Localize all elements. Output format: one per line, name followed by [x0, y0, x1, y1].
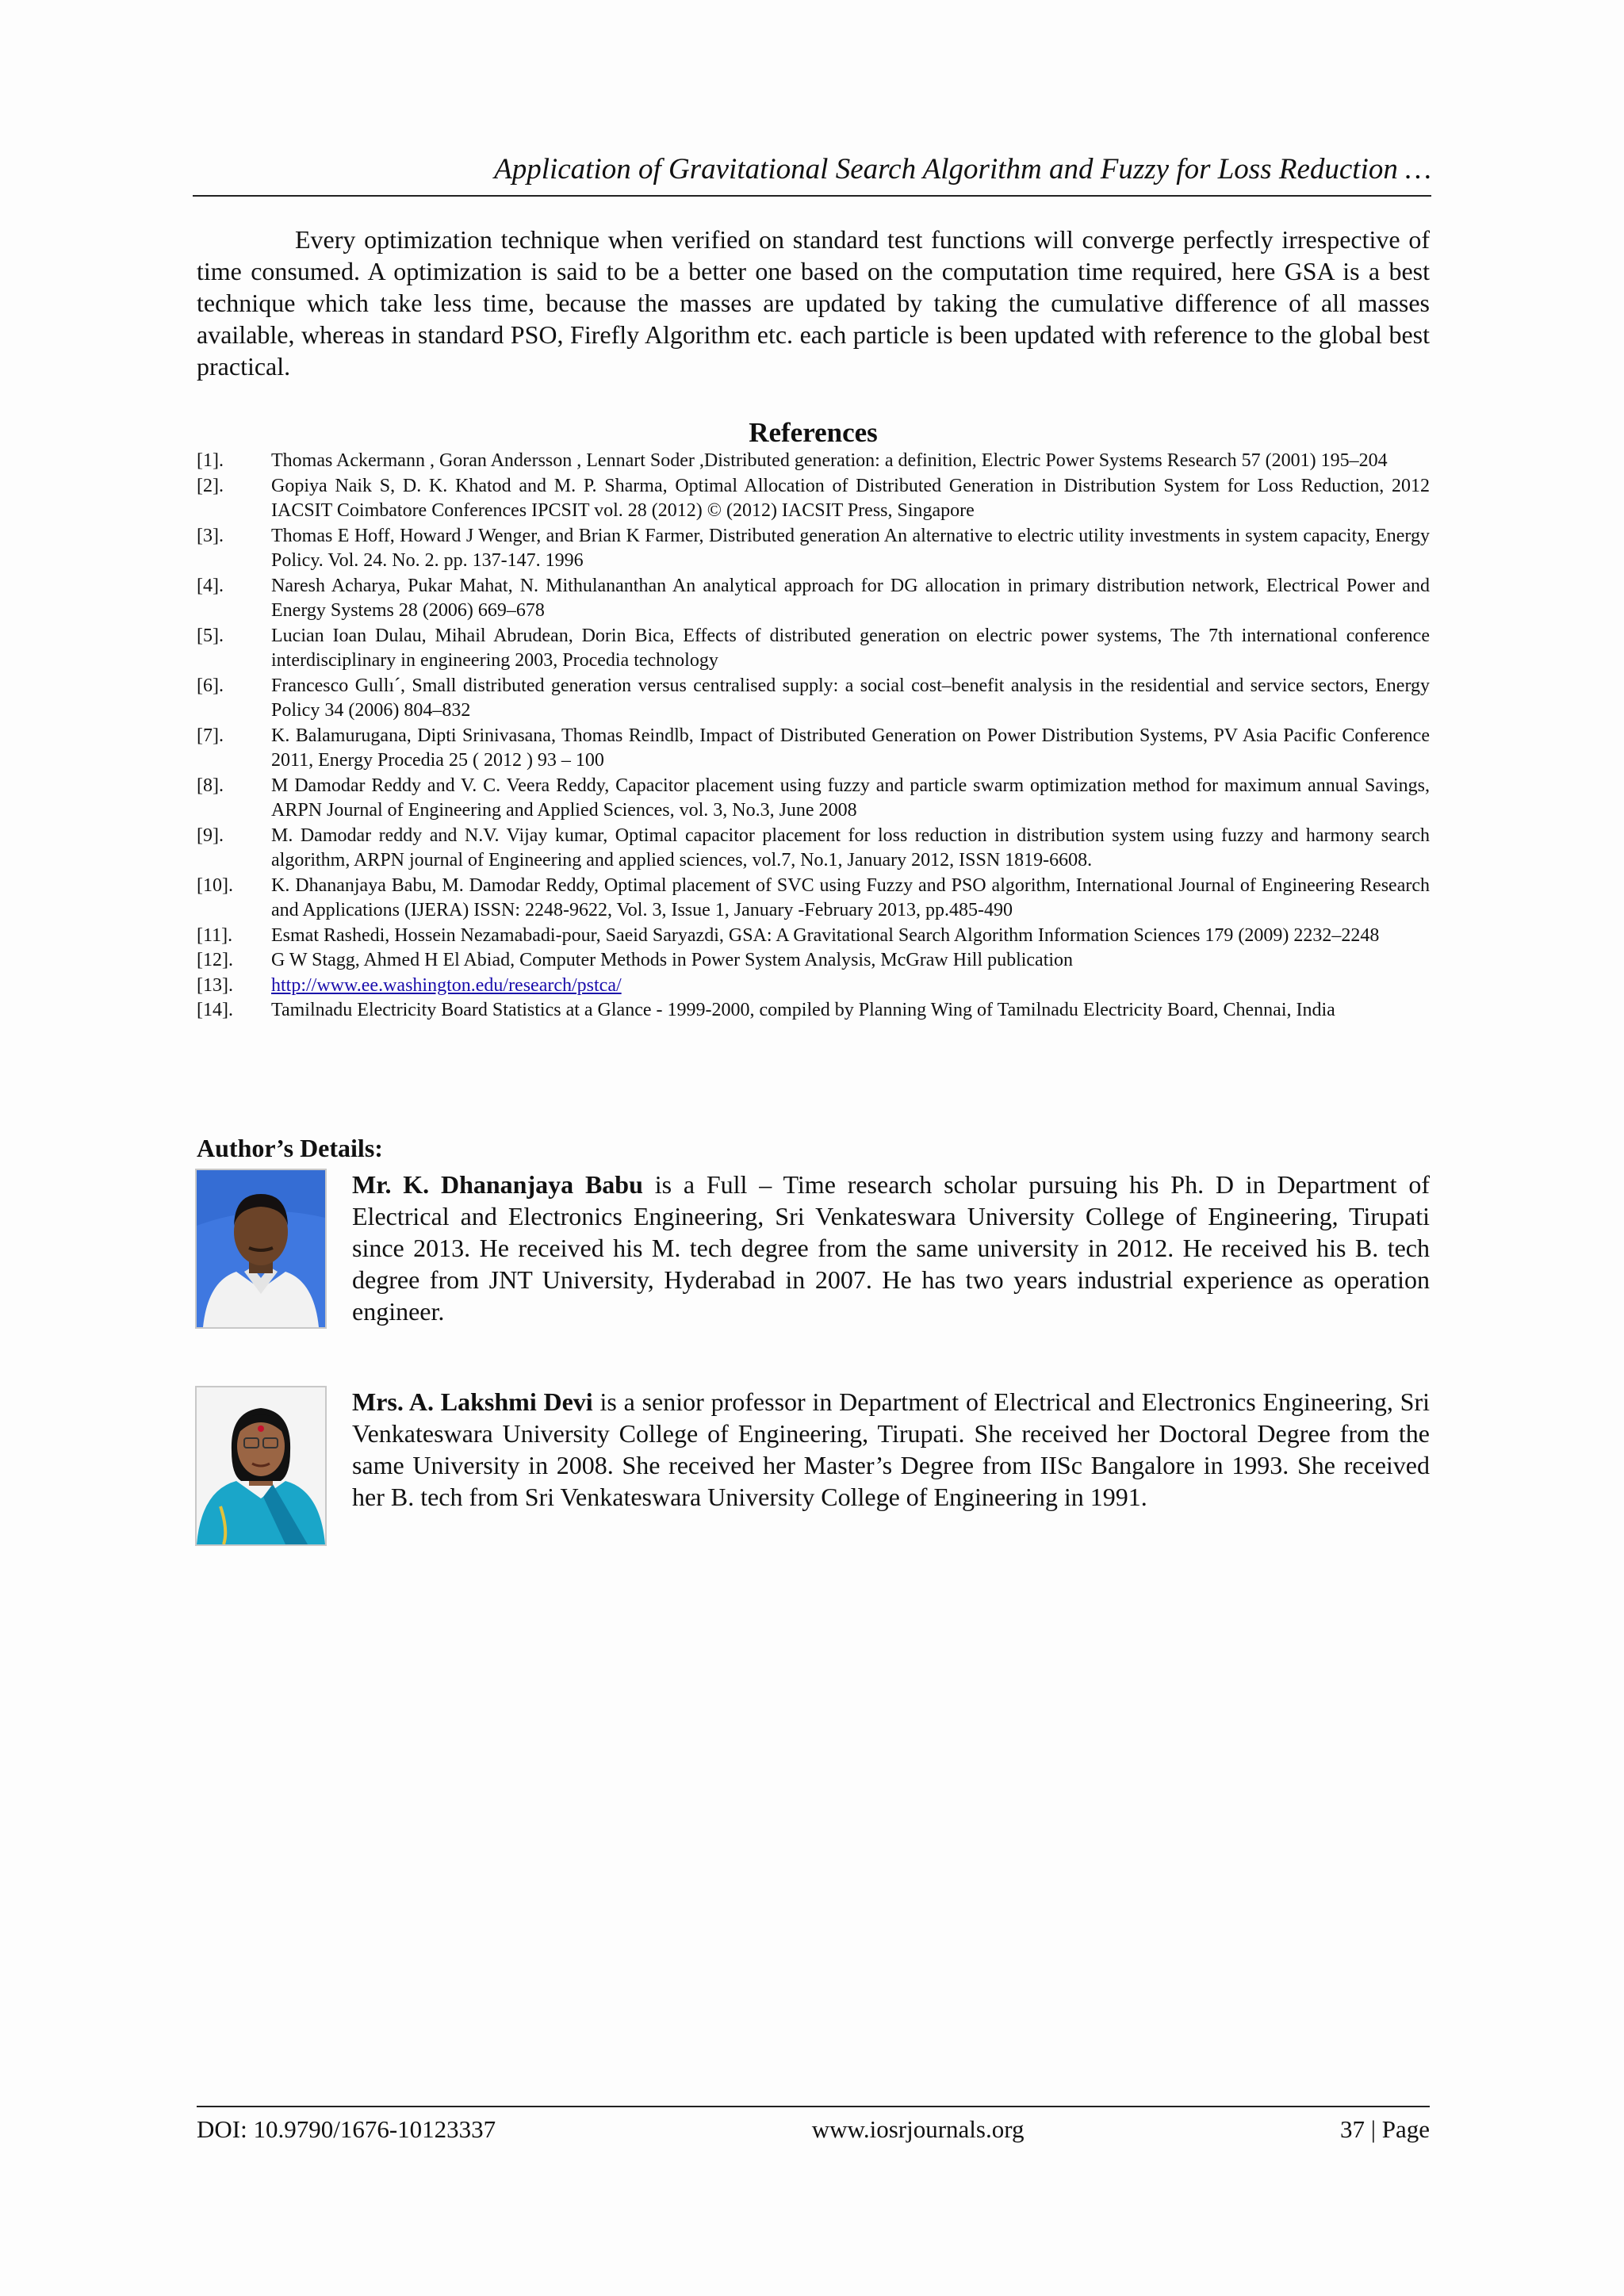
reference-number: [2].: [197, 475, 224, 496]
reference-number: [7].: [197, 725, 224, 746]
reference-item: [197, 449, 1430, 474]
reference-number: [1].: [197, 450, 224, 471]
footer-website: www.iosrjournals.org: [811, 2115, 1025, 2143]
reference-text: Thomas E Hoff, Howard J Wenger, and Brian K Farmer, Distributed generation An alternative to electric utility investments in system capacity, Energy Policy. Vol. 24. No. 2. pp. 137-147. 1996: [271, 525, 1430, 571]
reference-number: [6].: [197, 675, 224, 696]
author-name: Mr. K. Dhananjaya Babu: [352, 1170, 643, 1199]
reference-text: Tamilnadu Electricity Board Statistics at a Glance - 1999-2000, compiled by Planning Wing of Tamilnadu Electricity Board, Chennai, India: [271, 1000, 1335, 1020]
reference-number: [10].: [197, 874, 233, 896]
author-photo-babu: [195, 1169, 327, 1329]
reference-item: [197, 674, 1430, 724]
reference-item: [197, 574, 1430, 624]
footer-page-number: 37 | Page: [1340, 2115, 1430, 2143]
reference-number: [13].: [197, 974, 233, 996]
references-heading: References: [749, 417, 878, 448]
page-footer: [197, 2106, 1430, 2145]
reference-number: [12].: [197, 950, 233, 970]
reference-number: [4].: [197, 575, 224, 596]
reference-text: Esmat Rashedi, Hossein Nezamabadi-pour, Saeid Saryazdi, GSA: A Gravitational Search Algorithm Information Sciences 179 (2009) 2232–2248: [271, 924, 1380, 946]
reference-item: [197, 948, 1430, 974]
reference-text: Lucian Ioan Dulau, Mihail Abrudean, Dorin Bica, Effects of distributed generation on electric power systems, The 7th international conference interdisciplinary in engineering 2003, Procedia technology: [271, 625, 1430, 671]
author-bio: [352, 1386, 1430, 1513]
reference-number: [8].: [197, 775, 224, 796]
reference-text: K. Dhananjaya Babu, M. Damodar Reddy, Optimal placement of SVC using Fuzzy and PSO algorithm, International Journal of Engineering Research and Applications (IJERA) ISSN: 2248-9622, Vol. 3, Issue 1, January -February 2013, pp.485-490: [271, 874, 1430, 920]
reference-text: G W Stagg, Ahmed H El Abiad, Computer Methods in Power System Analysis, McGraw Hill publication: [271, 950, 1074, 970]
reference-item: [197, 774, 1430, 824]
reference-item: [197, 998, 1430, 1024]
reference-number: [5].: [197, 625, 224, 646]
footer-doi: DOI: 10.9790/1676-10123337: [197, 2115, 496, 2143]
reference-item: [197, 824, 1430, 874]
authors-heading: Author’s Details:: [197, 1134, 383, 1162]
reference-number: [9].: [197, 825, 224, 846]
reference-text: M. Damodar reddy and N.V. Vijay kumar, Optimal capacitor placement for loss reduction in distribution system using fuzzy and harmony search algorithm, ARPN journal of Engineering and applied sciences, vol.7, No.1, January 2012, ISSN 1819-6608.: [271, 825, 1430, 871]
intro-paragraph: Every optimization technique when verified on standard test functions will converge perfectly irrespective of time consumed. A optimization is said to be a better one based on the computation time required, here GSA is a best technique which take less time, because the masses are updated by taking the cumulative difference of all masses available, whereas in standard PSO, Firefly Algorithm etc. each particle is been updated with reference to the global best practical.: [197, 225, 1430, 381]
author-bio-text: is a Full – Time research scholar pursuing his Ph. D in Department of Electrical and Electronics Engineering, Sri Venkateswara University College of Engineering, Tirupati since 2013. He received his M. tech degree from the same university in 2012. He received his B. tech degree from JNT University, Hyderabad in 2007. He has two years industrial experience as operation engineer.: [352, 1170, 1431, 1326]
reference-number: [14].: [197, 1000, 233, 1020]
reference-link[interactable]: http://www.ee.washington.edu/research/pstca/: [271, 974, 622, 996]
reference-item: [197, 624, 1430, 674]
header-title: Application of Gravitational Search Algorithm and Fuzzy for Loss Reduction …: [494, 153, 1431, 186]
portrait-image: [197, 1170, 325, 1327]
reference-text: Thomas Ackermann , Goran Andersson , Lennart Soder ,Distributed generation: a definition, Electric Power Systems Research 57 (2001) 195–204: [271, 450, 1388, 471]
reference-item: [197, 474, 1430, 524]
reference-text: K. Balamurugana, Dipti Srinivasana, Thomas Reindlb, Impact of Distributed Generation on Power Distribution Systems, PV Asia Pacific Conference 2011, Energy Procedia 25 ( 2012 ) 93 – 100: [271, 725, 1430, 771]
reference-number: [3].: [197, 525, 224, 546]
portrait-image: [197, 1387, 325, 1544]
reference-item: [197, 524, 1430, 574]
reference-item: [197, 974, 1430, 999]
author-name: Mrs. A. Lakshmi Devi: [352, 1387, 593, 1416]
author-photo-lakshmi-devi: [195, 1386, 327, 1546]
author-bio: [352, 1169, 1430, 1327]
reference-item: [197, 724, 1430, 774]
author-bio-text: is a senior professor in Department of Electrical and Electronics Engineering, Sri Venkateswara University College of Engineering, Tirupati. She received her Doctoral Degree from the same University in 2008. She received her Master’s Degree from IISc Bangalore in 1993. She received her B. tech from Sri Venkateswara University College of Engineering in 1991.: [352, 1387, 1431, 1511]
reference-item: [197, 874, 1430, 924]
reference-text: M Damodar Reddy and V. C. Veera Reddy, Capacitor placement using fuzzy and particle swarm optimization method for maximum annual Savings, ARPN Journal of Engineering and Applied Sciences, vol. 3, No.3, June 2008: [271, 775, 1430, 821]
running-header: [193, 152, 1431, 197]
reference-text: Naresh Acharya, Pukar Mahat, N. Mithulananthan An analytical approach for DG allocation in primary distribution network, Electrical Power and Energy Systems 28 (2006) 669–678: [271, 575, 1430, 621]
references-list: [197, 449, 1430, 1024]
reference-item: [197, 924, 1430, 949]
reference-text: Gopiya Naik S, D. K. Khatod and M. P. Sharma, Optimal Allocation of Distributed Generation in Distribution System for Loss Reduction, 2012 IACSIT Coimbatore Conferences IPCSIT vol. 28 (2012) © (2012) IACSIT Press, Singapore: [271, 475, 1430, 521]
reference-number: [11].: [197, 924, 233, 946]
reference-text: Francesco Gullı´, Small distributed generation versus centralised supply: a social cost–benefit analysis in the residential and service sectors, Energy Policy 34 (2006) 804–832: [271, 675, 1430, 721]
